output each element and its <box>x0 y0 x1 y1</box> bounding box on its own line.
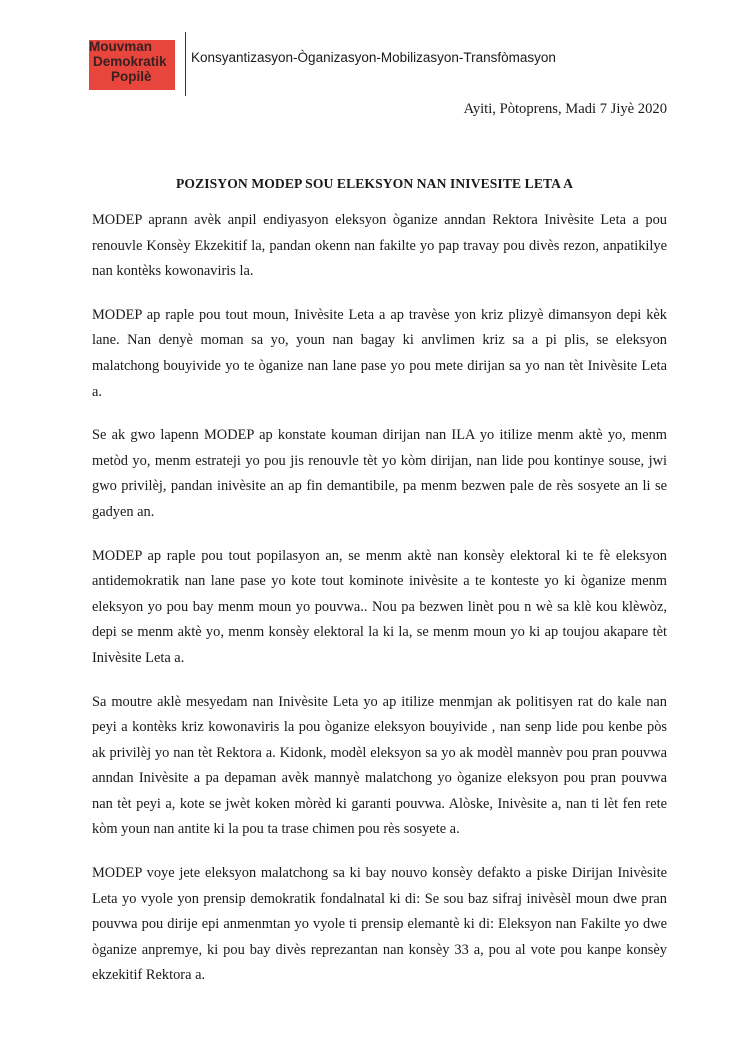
logo-line-2: Demokratik <box>93 54 167 69</box>
paragraph-6: MODEP voye jete eleksyon malatchong sa ki bay nouvo konsèy defakto a piske Dirijan Inivèsite Leta yo vyole yon prensip demokratik fondalnatal ki di: Se sou baz sifraj inivèsèl moun dwe pran pouvwa pou dirije epi anmenmtan yo vyole ti prensip elemantè ki di: Eleksyon nan Fakilte yo dwe òganize anpremye, ki pou bay divès reprezantan nan konsèy 33 a, pou al vote pou kanpe konsèy ekzekitif Rektora a. <box>92 865 667 984</box>
paragraph-2: MODEP ap raple pou tout moun, Inivèsite Leta a ap travèse yon kriz plizyè dimansyon depi kèk lane. Nan denyè moman sa yo, youn nan bagay ki anvlimen kriz sa a pi plis, se eleksyon malatchong bouyivide yo te òganize nan lane pase yo pou mete dirijan sa yo nan tèt Inivèsite Leta a. <box>92 306 667 400</box>
paragraph-4: MODEP ap raple pou tout popilasyon an, se menm aktè nan konsèy elektoral ki te fè eleksyon antidemokratik nan lane pase yo kote tout kominote inivèsite a te konteste yo ki òganize menm eleksyon yo pou bay menm moun yo pouvwa.. Nou pa bezwen linèt pou n wè sa klè kou klèwòz, depi se menm aktè yo, menm konsèy elektoral la ki la, se menm moun yo ki ap toujou akapare tèt Inivèsite Leta a. <box>92 547 667 666</box>
paragraph-3: Se ak gwo lapenn MODEP ap konstate kouman dirijan nan ILA yo itilize menm aktè yo, menm metòd yo, menm estrateji yo pou jis renouvle tèt yo kòm dirijan, nan lide pou kontinye souse, jwi gwo privilèj, pandan inivèsite an ap fin demantibile, pa menm bezwen pale de rès sosyete an li se gadyen an. <box>92 427 667 520</box>
organization-tagline: Konsyantizasyon-Òganizasyon-Mobilizasyon-Transfòmasyon <box>191 50 556 65</box>
document-title: POZISYON MODEP SOU ELEKSYON NAN INIVESITE LETA A <box>176 176 573 191</box>
modep-logo <box>89 40 175 90</box>
header-divider <box>185 32 186 96</box>
logo-line-3: Popilè <box>111 69 152 84</box>
paragraph-5: Sa moutre aklè mesyedam nan Inivèsite Leta yo ap itilize menmjan ak politisyen rat do kale nan peyi a kontèks kriz kowonaviris la pou òganize eleksyon bouyivide , nan senp lide pou kenbe pòs ak privilèj yo nan tèt Rektora a. Kidonk, modèl eleksyon sa yo ak modèl mannèv pou pran pouvwa anndan Inivèsite a pa depaman avèk mannyè malatchong yo òganize eleksyon pou pran pouvwa nan tèt peyi a, kote se jwèt koken mòrèd ki garanti pouvwa. Alòske, Inivèsite a, nan ti lèt fen rete kòm youn nan antite ki la pou ta trase chimen pou rès sosyete a. <box>92 693 667 838</box>
paragraph-1: MODEP aprann avèk anpil endiyasyon eleksyon òganize anndan Rektora Inivèsite Leta a pou renouvle Konsèy Ekzekitif la, pandan okenn nan fakilte yo pap travay pou divès rezon, anpatikilye nan kontèks kowonaviris la. <box>92 212 667 280</box>
logo-line-1: Mouvman <box>89 39 153 54</box>
document-body <box>92 208 667 1007</box>
place-date: Ayiti, Pòtoprens, Madi 7 Jiyè 2020 <box>463 101 667 117</box>
